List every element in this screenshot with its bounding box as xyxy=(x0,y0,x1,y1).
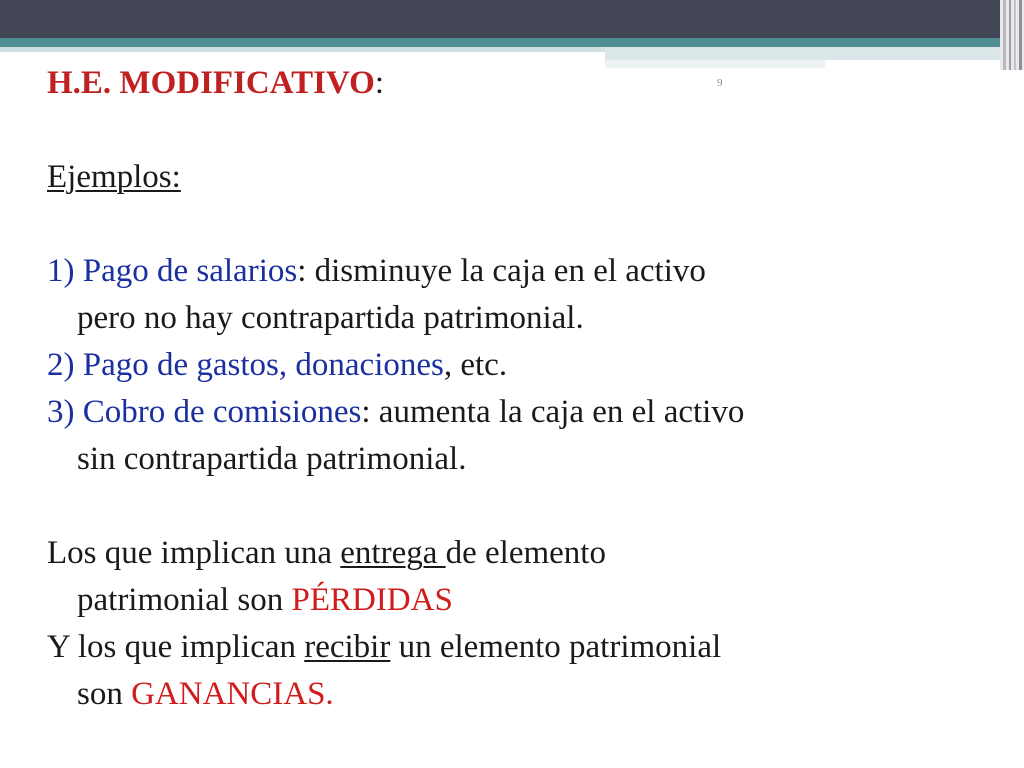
slide-body xyxy=(47,60,997,718)
item-label: Cobro de comisiones xyxy=(82,394,362,430)
spacer xyxy=(47,201,997,248)
loss-highlight: PÉRDIDAS xyxy=(291,582,453,618)
list-item-continuation: sin contrapartida patrimonial. xyxy=(77,441,467,477)
gain-highlight: GANANCIAS. xyxy=(131,676,334,712)
gain-underlined-word: recibir xyxy=(304,629,391,665)
loss-sentence xyxy=(47,530,997,577)
item-label: Pago de salarios xyxy=(82,253,298,289)
item-text: : aumenta la caja en el activo xyxy=(361,394,745,430)
examples-heading xyxy=(47,154,997,201)
spacer xyxy=(47,107,997,154)
loss-prefix: Los que implican una xyxy=(47,535,341,571)
item-text: : disminuye la caja en el activo xyxy=(297,253,706,289)
gain-prefix: Y los que implican xyxy=(47,629,305,665)
item-number: 1) xyxy=(47,253,83,289)
header-strip-right xyxy=(605,47,1000,60)
title-text: H.E. MODIFICATIVO xyxy=(47,65,375,101)
item-number: 3) xyxy=(47,394,83,430)
list-item xyxy=(47,389,997,436)
header-edge-line xyxy=(1019,0,1022,70)
loss-sentence-continuation xyxy=(47,577,997,624)
spacer xyxy=(47,483,997,530)
header-bar-dark xyxy=(0,0,1000,38)
item-text: , etc. xyxy=(443,347,508,383)
examples-heading-text: Ejemplos: xyxy=(47,159,181,195)
item-number: 2) xyxy=(47,347,83,383)
gain-line2-text: son xyxy=(77,676,132,712)
list-item xyxy=(47,248,997,295)
item-label: Pago de gastos, donaciones xyxy=(82,347,444,383)
header-bar-teal xyxy=(0,38,1000,47)
title-colon: : xyxy=(374,65,384,101)
loss-underlined-word: entrega xyxy=(340,535,446,571)
header-strip-light xyxy=(0,47,605,52)
list-item xyxy=(47,342,997,389)
page-number: 9 xyxy=(717,77,723,89)
slide-title xyxy=(47,60,997,107)
header-edge-line xyxy=(1014,0,1016,70)
header-edge-line xyxy=(1009,0,1011,70)
loss-suffix: de elemento xyxy=(445,535,606,571)
header-edge-line xyxy=(1003,0,1006,70)
loss-line2-text: patrimonial son xyxy=(77,582,292,618)
gain-suffix: un elemento patrimonial xyxy=(390,629,722,665)
gain-sentence xyxy=(47,624,997,671)
list-item-continuation: pero no hay contrapartida patrimonial. xyxy=(77,300,584,336)
gain-sentence-continuation xyxy=(47,671,997,718)
